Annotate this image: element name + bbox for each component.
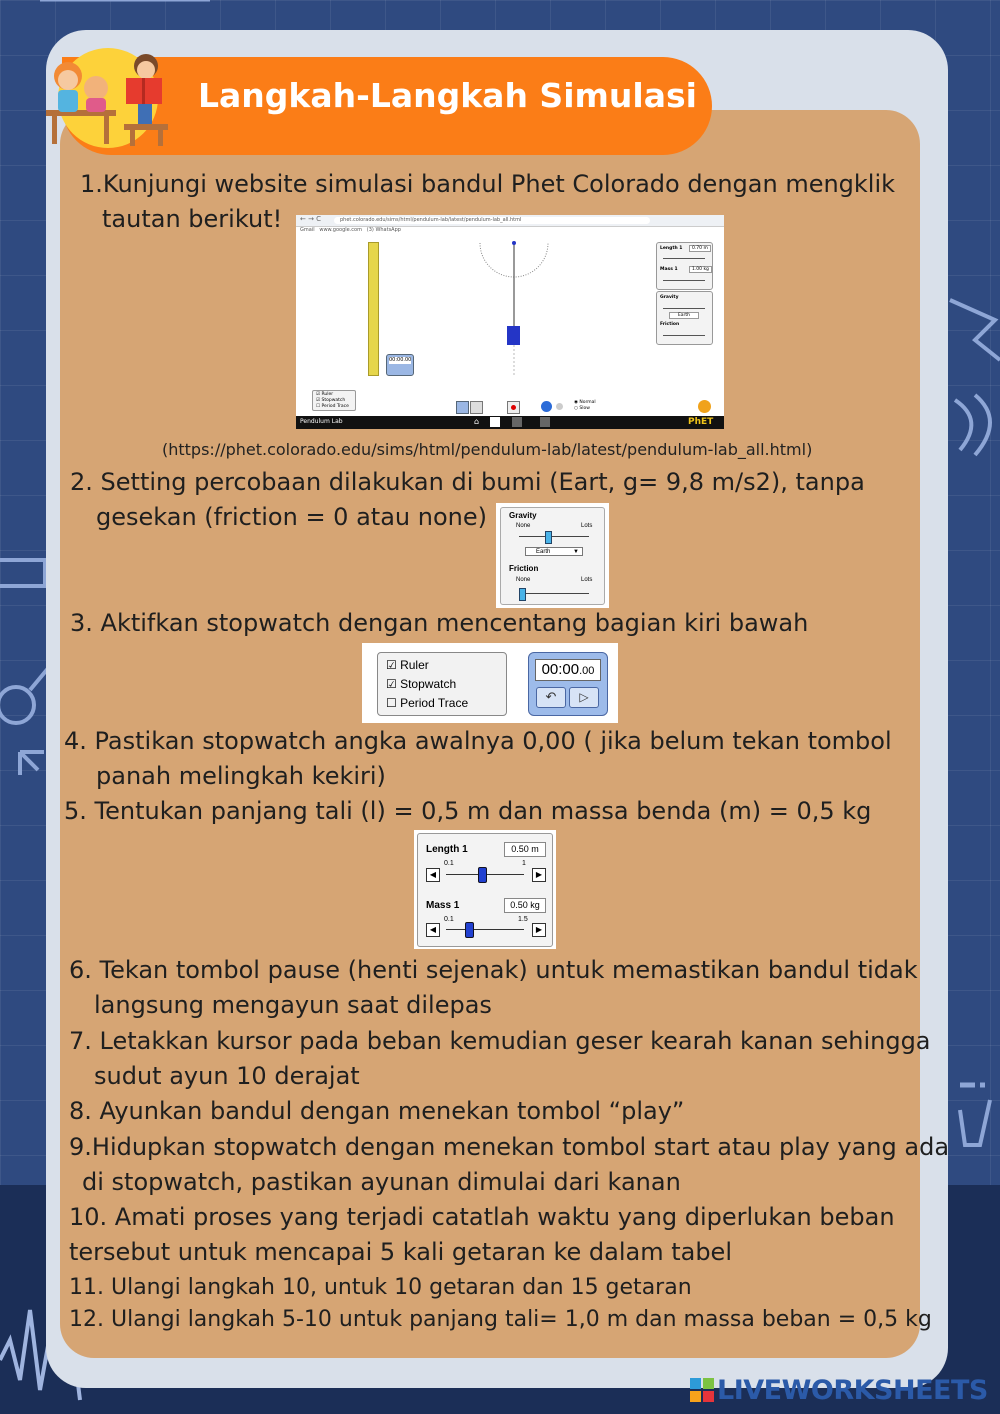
length-slider-thumb [478,867,487,883]
pendulum-simulation-screenshot [296,215,724,429]
liveworksheets-logo-text: LIVEWORKSHEETS [717,1374,988,1406]
browser-nav-icon: ← → C [300,215,322,223]
play-icon: ▷ [569,687,599,708]
sim-stopwatch-readout: 00:00.00 [389,357,412,363]
sim-footer [296,416,724,429]
liveworksheets-logo[interactable] [690,1374,988,1406]
friction-none-label: None [516,577,531,583]
step-7-line-1: 7. Letakkan kursor pada beban kemudian geser kearah kanan sehingga [69,1027,931,1055]
home-icon: ⌂ [474,417,480,426]
sim-mass-label: Mass 1 [660,267,678,272]
browser-toolbar [296,215,724,227]
step-11-line-1: 11. Ulangi langkah 10, untuk 10 getaran dan 15 getaran [69,1275,692,1300]
sim-stopwatch [386,354,414,376]
step-8-line-1: 8. Ayunkan bandul dengan menekan tombol “play” [69,1097,685,1125]
friction-label: Friction [509,564,539,573]
sim-pause-button [541,401,552,412]
mass-slider-track [446,929,524,930]
liveworksheets-logo-icon [690,1378,714,1402]
sim-earth-select: Earth [669,312,699,319]
period-trace-option: ☐ Period Trace [386,696,469,710]
sim-ruler-option: ☑ Ruler [316,392,334,397]
sim-length-label: Length 1 [660,246,683,251]
step-7-line-2: sudut ayun 10 derajat [94,1062,360,1090]
sim-length-value: 0.70 m [689,245,711,252]
sim-step-button [556,403,563,410]
step-2-line-2: gesekan (friction = 0 atau none) [96,503,487,531]
screen-tab-icon [512,417,522,427]
gravity-none-label: None [516,523,531,529]
screen-tab-icon [490,417,500,427]
step-9-line-2: di stopwatch, pastikan ayunan dimulai dari kanan [82,1168,681,1196]
friction-slider-track [519,593,589,594]
step-4-line-1: 4. Pastikan stopwatch angka awalnya 0,00 ( jika belum tekan tombol [64,727,892,755]
sim-length-slider [663,258,705,259]
length-min: 0.1 [444,860,454,867]
sim-friction-slider [663,335,705,336]
gravity-friction-panel-image [496,503,609,608]
sim-length-mass-panel [656,242,713,290]
length-mass-panel-image [414,830,556,949]
friction-slider-thumb [519,588,526,601]
mass-min: 0.1 [444,916,454,923]
mass-slider-thumb [465,922,474,938]
step-10-line-2: tersebut untuk mencapai 5 kali getaran ke dalam tabel [69,1238,732,1266]
sim-stopwatch-option: ☑ Stopwatch [316,398,346,403]
bookmark-whatsapp: (3) WhatsApp [366,227,401,233]
step-4-line-2: panah melingkah kekiri) [96,762,386,790]
length-value: 0.50 m [504,842,546,857]
step-5-line-1: 5. Tentukan panjang tali (l) = 0,5 m dan massa benda (m) = 0,5 kg [64,797,872,825]
ruler-option: ☑ Ruler [386,658,429,672]
mass-label: Mass 1 [426,900,460,911]
sim-mass-slider [663,280,705,281]
mass-decrease-arrow-icon: ◀ [426,923,440,937]
reset-arrow-icon: ↶ [536,687,566,708]
sim-friction-label: Friction [660,322,680,327]
sim-mass-value: 1.00 kg [689,266,712,273]
mass-increase-arrow-icon: ▶ [532,923,546,937]
sim-speed-slow: ○ Slow [574,406,590,411]
length-label: Length 1 [426,844,468,855]
sim-footer-title: Pendulum Lab [300,418,343,425]
stopwatch-option: ☑ Stopwatch [386,677,457,691]
bookmark-gmail: Gmail [300,227,315,233]
stopwatch-widget [528,652,608,716]
sim-speed-options [574,400,596,412]
step-2-line-1: 2. Setting percobaan dilakukan di bumi (Eart, g= 9,8 m/s2), tanpa [70,468,865,496]
step-6-line-1: 6. Tekan tombol pause (henti sejenak) untuk memastikan bandul tidak [69,956,918,984]
options-panel [377,652,507,716]
step-12-line-1: 12. Ulangi langkah 5-10 untuk panjang tali= 1,0 m dan massa beban = 0,5 kg [69,1307,932,1332]
sim-checkbox-panel [312,390,356,411]
gravity-lots-label: Lots [581,523,593,529]
gravity-slider-thumb [545,531,552,544]
length-decrease-arrow-icon: ◀ [426,868,440,882]
stopwatch-readout: 00:00.00 [535,659,601,681]
step-3-line-1: 3. Aktifkan stopwatch dengan mencentang bagian kiri bawah [70,609,809,637]
sim-gravity-slider [663,308,705,309]
length-max: 1 [522,860,526,867]
step-9-line-1: 9.Hidupkan stopwatch dengan menekan tombol start atau play yang ada [69,1133,950,1161]
phet-logo: PhET [688,417,714,427]
step-10-line-1: 10. Amati proses yang terjadi catatlah waktu yang diperlukan beban [69,1203,895,1231]
sim-gravity-label: Gravity [660,295,679,300]
page-title: Langkah-Langkah Simulasi [198,76,697,115]
checkbox-stopwatch-image [362,643,618,723]
step-1-line-2: tautan berikut! [102,205,283,233]
mass-value: 0.50 kg [504,898,546,913]
address-bar: phet.colorado.edu/sims/html/pendulum-lab/latest/pendulum-lab_all.html [334,217,650,224]
sim-lab-tool-icon [470,401,483,414]
gravity-label: Gravity [509,511,537,520]
bookmark-google: www.google.com [319,227,362,233]
friction-lots-label: Lots [581,577,593,583]
bookmarks-bar [300,227,401,233]
sim-speed-normal: ◉ Normal [574,400,596,405]
step-6-line-2: langsung mengayun saat dilepas [94,991,492,1019]
step-1-line-1: 1.Kunjungi website simulasi bandul Phet Colorado dengan mengklik [80,170,896,198]
planet-select: Earth ▼ [525,547,583,556]
sim-ruler-tool-icon [456,401,469,414]
sim-stop-button [507,401,520,414]
length-mass-panel [417,833,553,947]
sim-reset-button [698,400,711,413]
sim-gravity-panel [656,291,713,345]
pendulum-graphic [472,237,556,381]
length-increase-arrow-icon: ▶ [532,868,546,882]
kids-reading-illustration [38,48,178,148]
mass-max: 1.5 [518,916,528,923]
ruler-graphic [368,242,379,376]
gravity-panel [500,507,605,605]
screen-tab-icon [540,417,550,427]
simulation-link[interactable]: (https://phet.colorado.edu/sims/html/pendulum-lab/latest/pendulum-lab_all.html) [162,440,813,459]
dropdown-arrow-icon: ▼ [573,549,579,555]
sim-period-trace-option: ☐ Period Trace [316,404,349,409]
gravity-slider-track [519,536,589,537]
